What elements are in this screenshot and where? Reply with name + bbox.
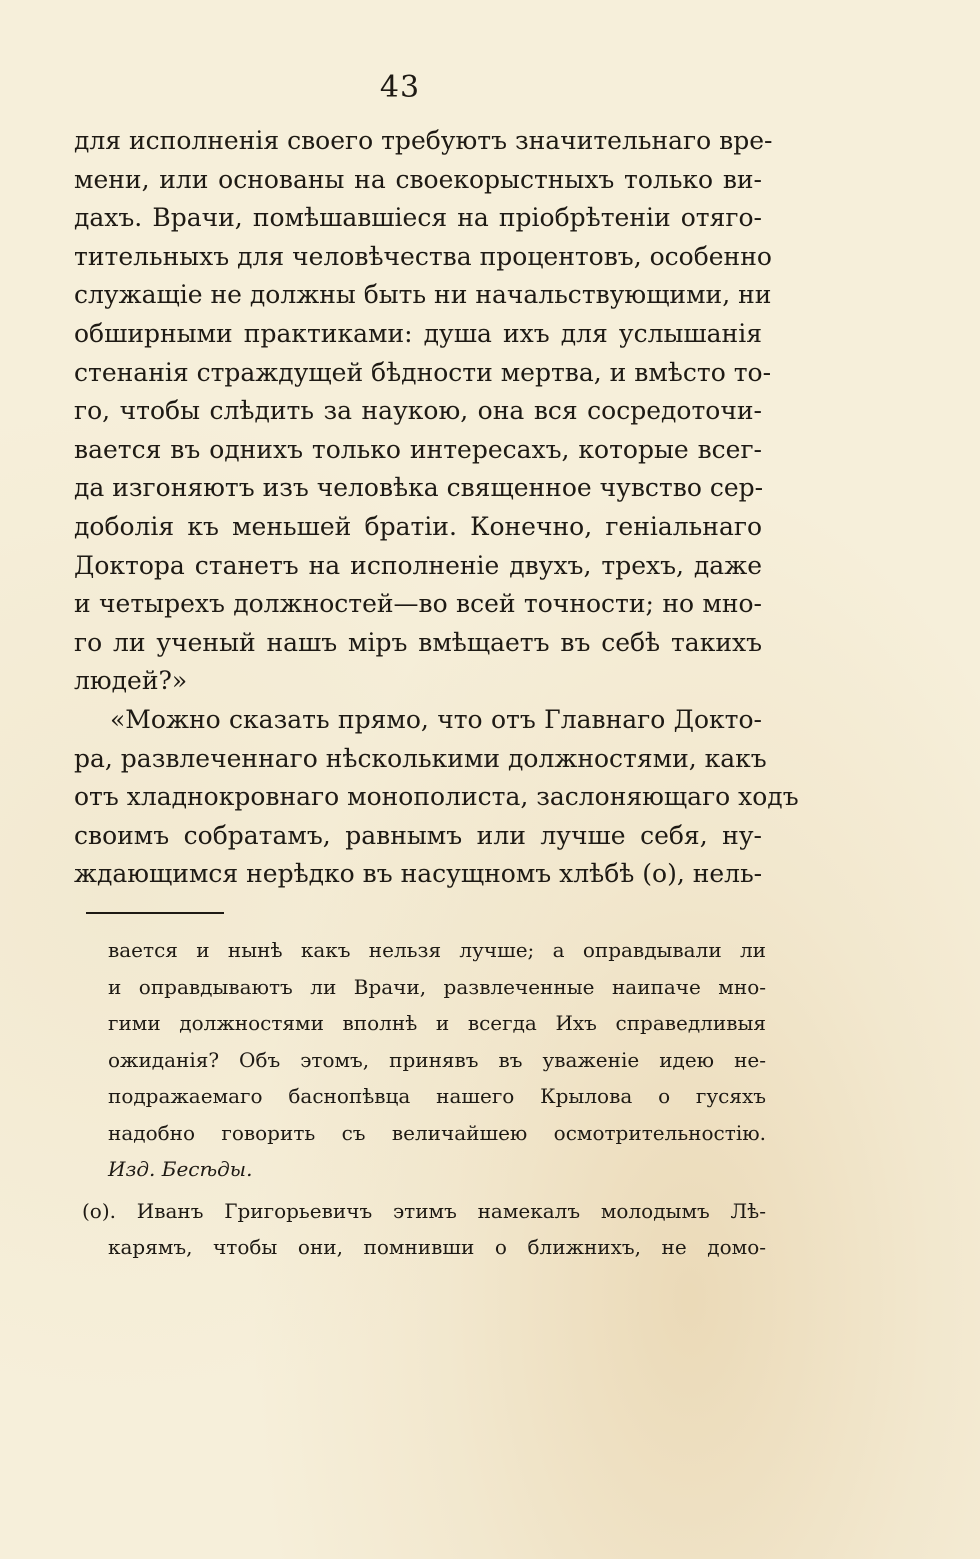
footnote-separator xyxy=(86,912,224,914)
text-line: го ли ученый нашъ міръ вмѣщаетъ въ себѣ такихъ xyxy=(74,627,762,657)
footnotes xyxy=(74,932,766,1266)
text-line: и четырехъ должностей—во всей точности; но мно- xyxy=(74,589,762,619)
text-line: ждающимся нерѣдко въ насущномъ хлѣбѣ (о), нель- xyxy=(74,859,763,889)
text-line: мени, или основаны на своекорыстныхъ только ви- xyxy=(74,164,762,194)
footnote-line: подражаемаго баснопѣвца нашего Крылова о гусяхъ xyxy=(108,1084,766,1108)
text-line: для исполненія своего требуютъ значительнаго вре- xyxy=(74,126,773,155)
text-line: своимъ собратамъ, равнымъ или лучше себя, ну- xyxy=(74,820,762,850)
text-line: Доктора станетъ на исполненіе двухъ, трехъ, даже xyxy=(74,550,762,580)
text-line: тительныхъ для человѣчества процентовъ, особенно xyxy=(74,241,772,271)
text-line: «Можно сказать прямо, что отъ Главнаго Докто- xyxy=(110,704,762,734)
footnote-line: гими должностями вполнѣ и всегда Ихъ справедливыя xyxy=(108,1011,766,1035)
footnote-line: вается и нынѣ какъ нельзя лучше; а оправдывали ли xyxy=(108,938,766,962)
footnote-line: и оправдываютъ ли Врачи, развлеченные наипаче мно- xyxy=(108,974,766,999)
text-line: доболія къ меньшей братіи. Конечно, геніальнаго xyxy=(74,511,762,541)
footnote-signature: Изд. Бесѣды. xyxy=(108,1157,253,1181)
main-text xyxy=(74,122,799,894)
text-line: отъ хладнокровнаго монополиста, заслоняющаго ходъ xyxy=(74,782,799,812)
text-line: служащіе не должны быть ни начальствующими, ни xyxy=(74,280,772,310)
footnote-line: надобно говорить съ величайшею осмотрительностію. xyxy=(108,1120,766,1145)
text-line: обширными практиками: душа ихъ для услышанія xyxy=(74,318,762,348)
text-line: дахъ. Врачи, помѣшавшіеся на пріобрѣтеніи отяго- xyxy=(74,203,762,233)
text-line: го, чтобы слѣдить за наукою, она вся сосредоточи- xyxy=(74,396,762,426)
page-number: 43 xyxy=(379,70,421,105)
text-line: ра, развлеченнаго нѣсколькими должностями, какъ xyxy=(74,743,767,773)
text-line: стенанія страждущей бѣдности мертва, и вмѣсто то- xyxy=(74,357,772,387)
footnote-o xyxy=(74,1193,766,1266)
text-line: людей?» xyxy=(74,666,188,696)
footnote-line: (о). Иванъ Григорьевичъ этимъ намекалъ молодымъ Лѣ- xyxy=(82,1198,766,1223)
text-line: да изгоняютъ изъ человѣка священное чувство сер- xyxy=(74,473,764,503)
footnote-line: ожиданія? Объ этомъ, принявъ въ уваженіе идею не- xyxy=(108,1047,766,1072)
footnote-continued xyxy=(74,932,766,1188)
footnote-line: карямъ, чтобы они, помнивши о ближнихъ, не домо- xyxy=(108,1235,766,1259)
text-line: вается въ однихъ только интересахъ, которые всег- xyxy=(74,434,762,464)
